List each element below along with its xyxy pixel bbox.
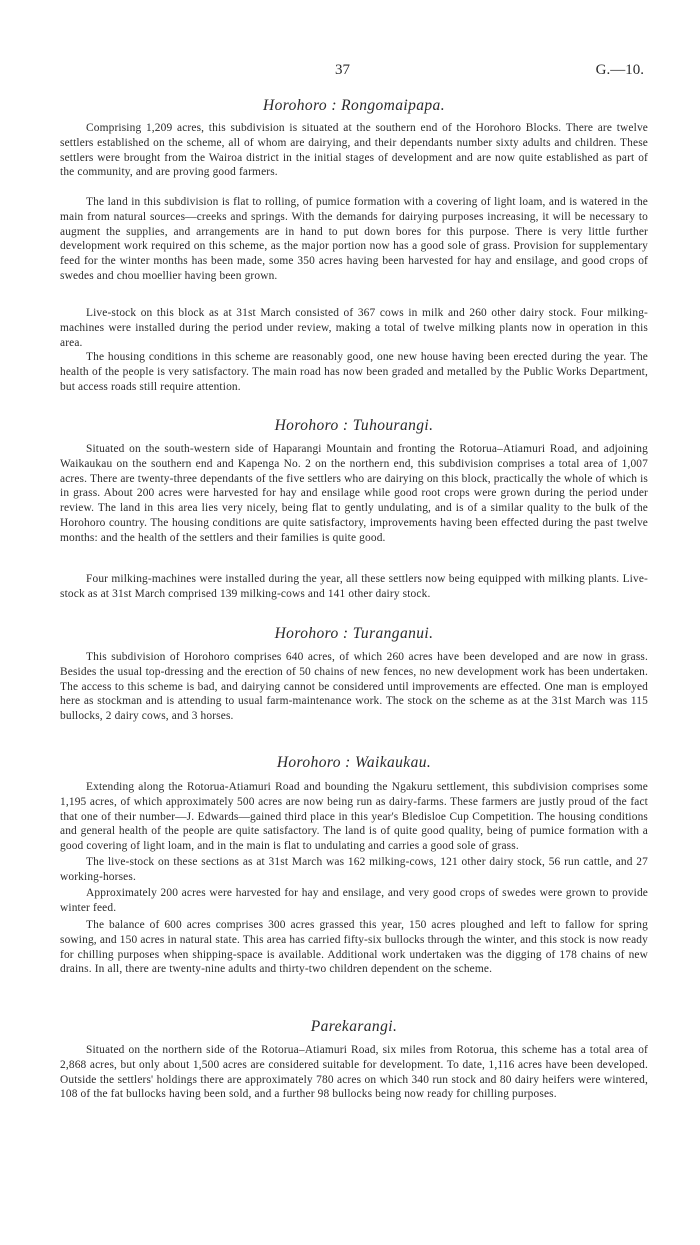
running-header [0, 62, 700, 82]
paragraph: The live-stock on these sections as at 31st March was 162 milking-cows, 121 other dairy stock, 56 run cattle, and 27 working-horses. [60, 856, 648, 883]
section-heading-tuhourangi: Horohoro : Tuhourangi. [274, 417, 434, 434]
paragraph: Comprising 1,209 acres, this subdivision is situated at the southern end of the Horohoro Blocks. There are twelve settlers established on the scheme, all of whom are dairying, and their dependants number sixty adults and children. These settlers were brought from the Wairoa district in the initial stages of development and are now quite established as part of the community, and are proving good farmers. [60, 122, 648, 179]
paragraph: This subdivision of Horohoro comprises 640 acres, of which 260 acres have been developed and are now in grass. Besides the usual top-dressing and the erection of 50 chains of new fences, no new development work has been undertaken. The access to this scheme is bad, and dairying cannot be considered until improvements are effected. One man is employed here as stockman and is attending to usual farm-maintenance work. The stock on the scheme as at the 31st March was 115 bullocks, 2 dairy cows, and 3 horses. [60, 651, 648, 723]
section-heading-rongomaipapa: Horohoro : Rongomaipapa. [263, 97, 445, 114]
page-number: 37 [335, 62, 350, 78]
paragraph: The housing conditions in this scheme are reasonably good, one new house having been erected during the year. The health of the people is very satisfactory. The main road has now been graded and metalled by the Public Works Department, but access roads still require attention. [60, 351, 648, 393]
paragraph: Situated on the south-western side of Haparangi Mountain and fronting the Rotorua–Atiamuri Road, and adjoining Waikaukau on the southern end and Kapenga No. 2 on the northern end, this subdivision comprises a total area of 1,007 acres. There are twenty-three dependants of the five settlers who are dairying on this block, practically the whole of which is in grass. About 200 acres were harvested for hay and ensilage while good root crops were grown during the period under review. The land in this area lies very nicely, being flat to gently undulating, and is of a similar quality to the bulk of the Horohoro country. The housing conditions are quite satisfactory, improvements having been effected during the past twelve months: and the health of the settlers and their families is quite good. [60, 443, 648, 544]
section-heading-parekarangi: Parekarangi. [310, 1018, 398, 1035]
paragraph: Live-stock on this block as at 31st March consisted of 367 cows in milk and 260 other dairy stock. Four milking-machines were installed during the period under review, making a total of twelve milking plants now in operation in this area. [60, 307, 648, 349]
paragraph: Four milking-machines were installed during the year, all these settlers now being equipped with milking plants. Live-stock as at 31st March comprised 139 milking-cows and 141 other dairy stock. [60, 573, 648, 600]
document-reference: G.—10. [595, 62, 644, 78]
paragraph: Approximately 200 acres were harvested for hay and ensilage, and very good crops of swedes were grown to provide winter feed. [60, 887, 648, 914]
paragraph: The balance of 600 acres comprises 300 acres grassed this year, 150 acres ploughed and left to fallow for spring sowing, and 150 acres in natural state. This area has carried fifty-six bullocks through the winter, and this stock is now ready for chilling purposes when shipping-space is available. Additional work undertaken was the digging of 178 chains of new drains. In all, there are twenty-nine adults and thirty-two children dependent on the scheme. [60, 919, 648, 976]
paragraph: Extending along the Rotorua-Atiamuri Road and bounding the Ngakuru settlement, this subdivision comprises some 1,195 acres, of which approximately 500 acres are now being run as dairy-farms. These farmers are justly proud of the fact that one of their number—J. Edwards—gained third place in this year's Bledisloe Cup Competition. The housing conditions and general health of the people are quite satisfactory. The land is of quite good quality, being of pumice formation with a good covering of light loam, and in the main is flat to undulating and carries a good sole of grass. [60, 781, 648, 853]
paragraph: The land in this subdivision is flat to rolling, of pumice formation with a covering of light loam, and is watered in the main from natural sources—creeks and springs. With the demands for dairying purposes increasing, it will be necessary to augment the supplies, and arrangements are in hand to put down bores for this purpose. There is very little further development work required on this scheme, as the major portion now has a good sole of grass. Provision for supplementary feed for the winter months has been made, some 350 acres having been harvested for hay and ensilage, and good crops of swedes and chou moellier having been grown. [60, 196, 648, 282]
section-heading-turanganui: Horohoro : Turanganui. [274, 625, 434, 642]
section-heading-waikaukau: Horohoro : Waikaukau. [276, 754, 432, 771]
paragraph: Situated on the northern side of the Rotorua–Atiamuri Road, six miles from Rotorua, this scheme has a total area of 2,868 acres, but only about 1,500 acres are considered suitable for development. To date, 1,116 acres have been developed. Outside the settlers' holdings there are approximately 780 acres on which 340 run stock and 80 dairy heifers were wintered, 108 of the fat bullocks having been sold, and a further 98 bullocks being now ready for chilling purposes. [60, 1044, 648, 1101]
